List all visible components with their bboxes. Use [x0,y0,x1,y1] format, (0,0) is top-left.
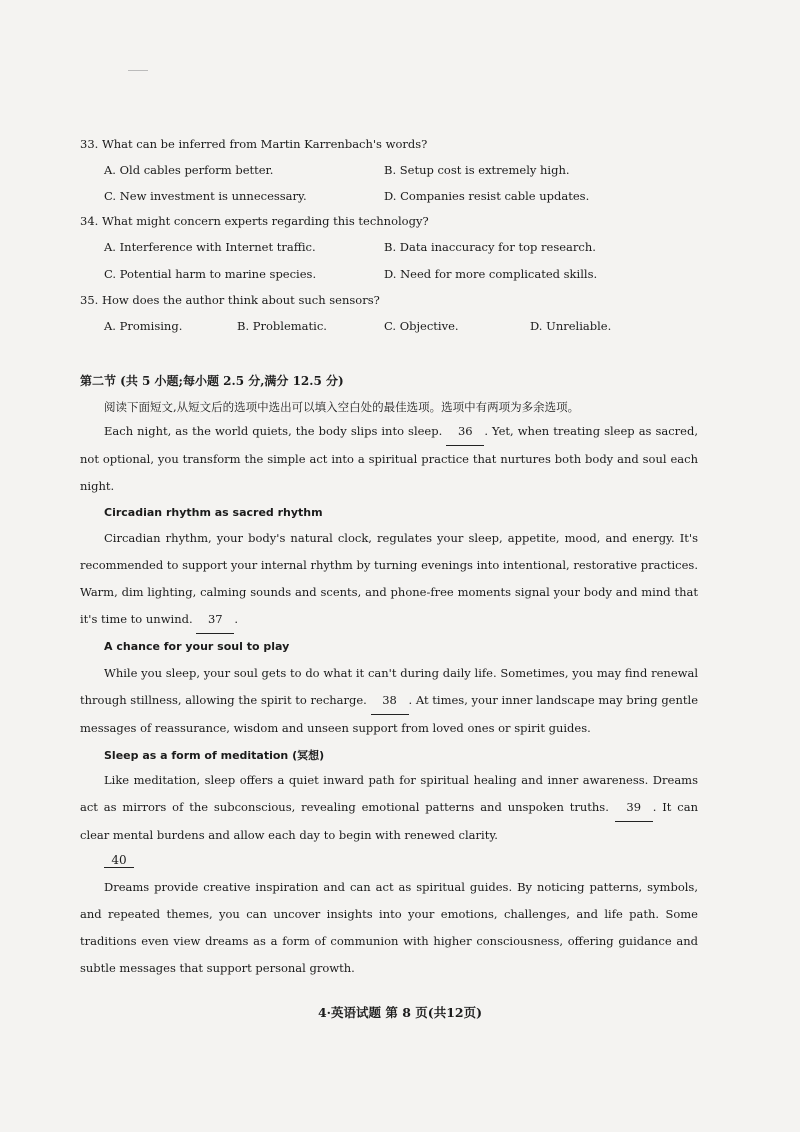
question-34-stem: 34. What might concern experts regarding this technology? [80,214,429,228]
section-heading: 第二节 (共 5 小题;每小题 2.5 分,满分 12.5 分) [80,374,344,388]
p2-text-after: . At times, your inner landscape may bring gentle messages of reassurance, wisdom and unseen support from loved ones or spirit guides. [80,693,698,735]
question-35-option-a: A. Promising. [104,319,183,333]
p1-text-before: Circadian rhythm, your body's natural clock, regulates your sleep, appetite, mood, and energy. It's recommended to support your internal rhythm by turning evenings into intentional, restorative practices. Warm, dim lighting, calming sounds and scents, and phone-free moments signal your body and mind that it's time to unwind. [80,531,698,626]
question-34-option-b: B. Data inaccuracy for top research. [384,240,596,254]
passage-paragraph-3 [80,767,698,849]
intro-text-after: . Yet, when treating sleep as sacred, not optional, you transform the simple act into a spiritual practice that nurtures both body and soul each night. [80,424,699,493]
question-33-option-c: C. New investment is unnecessary. [104,189,307,203]
subheading-circadian: Circadian rhythm as sacred rhythm [104,506,323,519]
blank-38: 38 [371,687,409,715]
passage-paragraph-1 [80,525,698,634]
p1-text-after: . [234,612,238,626]
passage-paragraph-4: Dreams provide creative inspiration and can act as spiritual guides. By noticing patterns, symbols, and repeated themes, you can uncover insights into your emotions, challenges, and life path. Some traditions even view dreams as a form of communion with higher consciousness, offering guidance and subtle messages that support personal growth. [80,880,698,975]
passage-intro [80,418,698,500]
question-35-option-b: B. Problematic. [237,319,327,333]
page-footer: 4·英语试题 第 8 页(共12页) [317,1005,483,1020]
subheading-meditation: Sleep as a form of meditation (冥想) [104,749,325,762]
blank-39: 39 [615,794,653,822]
blank-36: 36 [446,418,484,446]
intro-text-before: Each night, as the world quiets, the body slips into sleep. [104,424,443,438]
subheading-soul: A chance for your soul to play [104,640,290,653]
question-33-stem: 33. What can be inferred from Martin Karrenbach's words? [80,137,428,151]
blank-40: 40 [104,853,134,868]
question-34-option-d: D. Need for more complicated skills. [384,267,598,281]
question-34-option-a: A. Interference with Internet traffic. [104,240,316,254]
question-33-option-d: D. Companies resist cable updates. [384,189,590,203]
question-35-option-c: C. Objective. [384,319,459,333]
p2-text-before: While you sleep, your soul gets to do what it can't during daily life. Sometimes, you may find renewal through stillness, allowing the spirit to recharge. [80,666,698,707]
p3-text-after: . It can clear mental burdens and allow each day to begin with renewed clarity. [80,800,698,842]
question-33-option-b: B. Setup cost is extremely high. [384,163,570,177]
question-33-option-a: A. Old cables perform better. [104,163,274,177]
section-instruction: 阅读下面短文,从短文后的选项中选出可以填入空白处的最佳选项。选项中有两项为多余选项。 [104,400,580,414]
blank-37: 37 [196,606,234,634]
question-35-stem: 35. How does the author think about such sensors? [80,293,380,307]
scan-artifact [128,70,148,71]
p3-text-before: Like meditation, sleep offers a quiet inward path for spiritual healing and inner awareness. Dreams act as mirrors of the subconscious, revealing emotional patterns and unspoken truths. [80,773,698,814]
passage-paragraph-2 [80,660,698,742]
question-35-option-d: D. Unreliable. [530,319,612,333]
question-34-option-c: C. Potential harm to marine species. [104,267,317,281]
